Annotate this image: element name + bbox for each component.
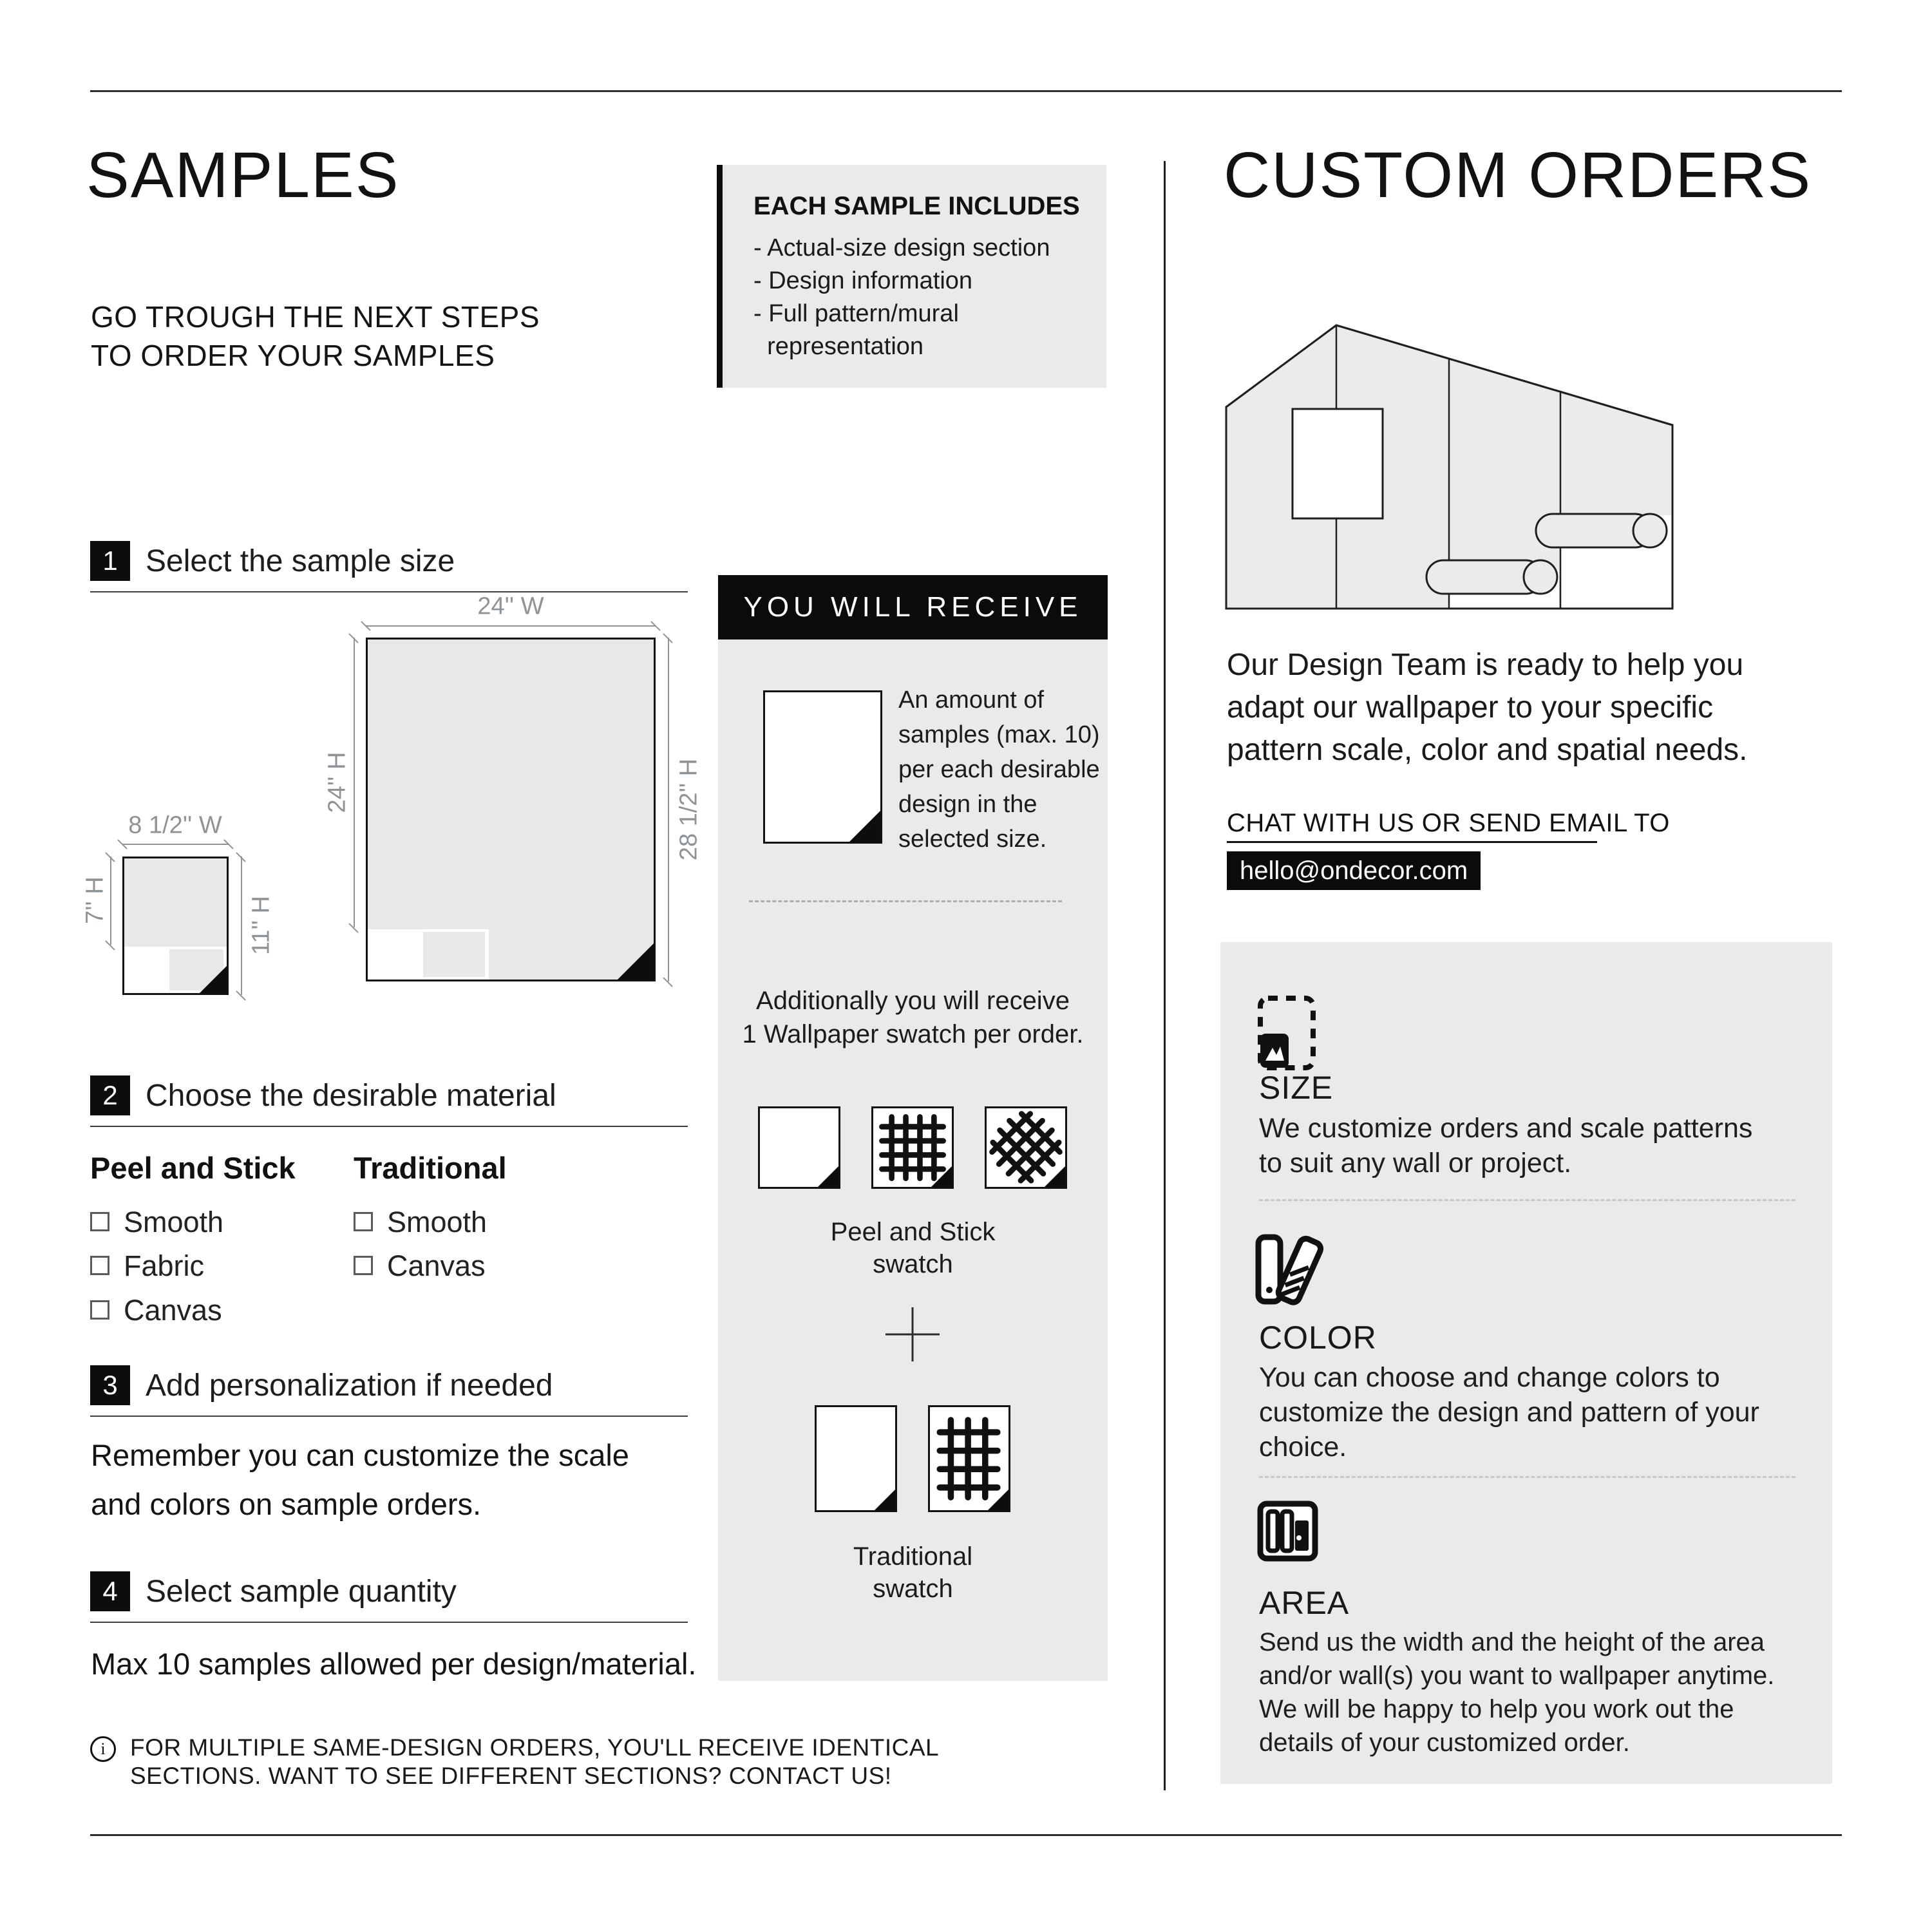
design-team-intro <box>1227 644 1748 772</box>
small-width-label: 8 1/2'' W <box>128 811 222 839</box>
option-label: Smooth <box>124 1206 224 1238</box>
step-4-heading: Select sample quantity <box>146 1575 457 1609</box>
size-section-body <box>1259 1111 1752 1180</box>
folded-corner-icon <box>818 1166 838 1187</box>
checkbox-peel-canvas[interactable] <box>90 1300 109 1320</box>
note-line: Max 10 samples allowed per design/material. <box>91 1647 697 1681</box>
label-line: Peel and Stick <box>830 1218 996 1246</box>
house-wallpaper-illustration <box>1217 316 1681 618</box>
includes-item: - Full pattern/mural <box>753 300 959 327</box>
receive-line: per each desirable <box>898 756 1100 783</box>
paper-sample-icon <box>763 690 882 844</box>
samples-subtitle <box>91 298 540 375</box>
smooth-swatch-icon <box>758 1106 840 1189</box>
footer-note <box>130 1734 939 1790</box>
height-dimension-line <box>668 638 669 981</box>
info-icon <box>90 1736 116 1762</box>
dashed-divider <box>749 900 1062 902</box>
body-line: You can choose and change colors to <box>1259 1362 1720 1393</box>
folded-corner-icon <box>931 1166 952 1187</box>
color-swatches-icon <box>1255 1233 1329 1307</box>
chat-underline <box>1227 841 1597 843</box>
step-1-badge: 1 <box>90 541 130 581</box>
subtitle-line: GO TROUGH THE NEXT STEPS <box>91 300 540 334</box>
peel-and-stick-title: Peel and Stick <box>90 1151 296 1185</box>
body-line: choice. <box>1259 1432 1347 1463</box>
checkbox-peel-fabric[interactable] <box>90 1256 109 1275</box>
custom-orders-title: CUSTOM ORDERS <box>1224 139 1812 211</box>
bottom-rule <box>90 1834 1842 1836</box>
body-line: We will be happy to help you work out the <box>1259 1695 1734 1723</box>
size-crop-icon <box>1257 995 1316 1071</box>
step-1-underline <box>90 591 688 592</box>
intro-line: Our Design Team is ready to help you <box>1227 648 1744 682</box>
step-3-note <box>91 1431 629 1529</box>
additionally-line: Additionally you will receive <box>756 987 1070 1015</box>
step-1-heading: Select the sample size <box>146 544 455 578</box>
area-section-body <box>1259 1625 1774 1759</box>
wall-door-icon <box>1257 1501 1318 1562</box>
additionally-line: 1 Wallpaper swatch per order. <box>742 1020 1084 1048</box>
includes-item: representation <box>753 333 924 360</box>
subtitle-line: TO ORDER YOUR SAMPLES <box>91 339 495 372</box>
small-sample-sheet <box>122 857 229 995</box>
includes-item: - Actual-size design section <box>753 234 1050 261</box>
folded-corner-icon <box>875 1490 895 1510</box>
includes-accent-bar <box>717 165 723 388</box>
body-line: We customize orders and scale patterns <box>1259 1113 1753 1144</box>
size-section-label: SIZE <box>1259 1070 1334 1106</box>
large-width-label: 24'' W <box>477 592 544 620</box>
note-line: Remember you can customize the scale <box>91 1438 629 1472</box>
receive-line: samples (max. 10) <box>898 721 1100 748</box>
chat-with-us-label: CHAT WITH US OR SEND EMAIL TO <box>1227 809 1670 837</box>
receive-line: selected size. <box>898 826 1047 853</box>
option-label: Canvas <box>124 1294 222 1327</box>
label-line: Traditional <box>853 1542 973 1571</box>
color-section-body <box>1259 1360 1759 1464</box>
body-line: and/or wall(s) you want to wallpaper anytime. <box>1259 1662 1775 1690</box>
width-dimension-line <box>366 625 656 627</box>
includes-heading: EACH SAMPLE INCLUDES <box>753 192 1080 220</box>
step-4-note <box>91 1640 696 1689</box>
receive-line: design in the <box>898 791 1037 818</box>
small-height-left-label: 7'' H <box>81 876 109 924</box>
receive-description <box>898 683 1100 857</box>
receive-line: An amount of <box>898 687 1045 714</box>
step-4-underline <box>90 1622 688 1623</box>
traditional-fabric-swatch-icon <box>928 1405 1010 1512</box>
note-line: and colors on sample orders. <box>91 1487 482 1521</box>
dashed-divider <box>1259 1476 1795 1478</box>
folded-corner-icon <box>200 966 227 993</box>
step-2-badge: 2 <box>90 1075 130 1115</box>
option-label: Smooth <box>387 1206 488 1238</box>
canvas-crosshatch-swatch-icon <box>985 1106 1067 1189</box>
body-line: to suit any wall or project. <box>1259 1148 1572 1179</box>
pattern-thumbnail <box>423 932 485 977</box>
additionally-note <box>718 984 1108 1051</box>
peel-swatch-label <box>718 1216 1108 1280</box>
email-badge[interactable]: hello@ondecor.com <box>1227 851 1481 890</box>
traditional-swatch-label <box>718 1540 1108 1605</box>
width-dimension-line <box>122 844 229 845</box>
step-2-underline <box>90 1126 688 1127</box>
option-label: Fabric <box>124 1249 205 1282</box>
you-will-receive-header: YOU WILL RECEIVE <box>718 575 1108 639</box>
small-height-right-label: 11'' H <box>247 896 275 955</box>
traditional-smooth-swatch-icon <box>815 1405 897 1512</box>
traditional-title: Traditional <box>354 1151 507 1185</box>
intro-line: pattern scale, color and spatial needs. <box>1227 733 1748 767</box>
folded-corner-icon <box>849 811 880 842</box>
large-height-left-label: 24'' H <box>323 752 351 813</box>
checkbox-traditional-canvas[interactable] <box>354 1256 373 1275</box>
body-line: details of your customized order. <box>1259 1728 1630 1757</box>
checkbox-peel-smooth[interactable] <box>90 1212 109 1231</box>
includes-item: - Design information <box>753 267 973 294</box>
label-line: swatch <box>873 1250 953 1278</box>
large-sample-sheet <box>366 638 656 981</box>
step-3-heading: Add personalization if needed <box>146 1368 553 1403</box>
samples-title: SAMPLES <box>86 139 400 211</box>
footer-line: FOR MULTIPLE SAME-DESIGN ORDERS, YOU'LL RECEIVE IDENTICAL <box>130 1734 940 1761</box>
plus-icon <box>886 1307 940 1361</box>
step-4-badge: 4 <box>90 1571 130 1611</box>
step-3-badge: 3 <box>90 1365 130 1405</box>
label-line: swatch <box>873 1575 953 1603</box>
step-2-heading: Choose the desirable material <box>146 1079 556 1113</box>
checkbox-traditional-smooth[interactable] <box>354 1212 373 1231</box>
intro-line: adapt our wallpaper to your specific <box>1227 690 1714 724</box>
includes-items <box>753 232 1050 363</box>
step-3-underline <box>90 1416 688 1417</box>
folded-corner-icon <box>988 1490 1009 1510</box>
height-dimension-line <box>241 857 242 995</box>
area-section-label: AREA <box>1259 1585 1350 1621</box>
folded-corner-icon <box>618 943 654 980</box>
column-divider <box>1164 161 1166 1790</box>
top-rule <box>90 90 1842 92</box>
footer-line: SECTIONS. WANT TO SEE DIFFERENT SECTIONS? CONTACT US! <box>130 1763 892 1789</box>
color-section-label: COLOR <box>1259 1320 1377 1356</box>
height-dimension-line <box>110 857 111 945</box>
folded-corner-icon <box>1045 1166 1065 1187</box>
height-dimension-line <box>354 638 355 927</box>
option-label: Canvas <box>387 1249 486 1282</box>
fabric-grid-swatch-icon <box>871 1106 954 1189</box>
body-line: Send us the width and the height of the area <box>1259 1628 1765 1656</box>
body-line: customize the design and pattern of your <box>1259 1397 1759 1428</box>
dashed-divider <box>1259 1199 1795 1201</box>
large-height-right-label: 28 1/2'' H <box>675 758 703 861</box>
